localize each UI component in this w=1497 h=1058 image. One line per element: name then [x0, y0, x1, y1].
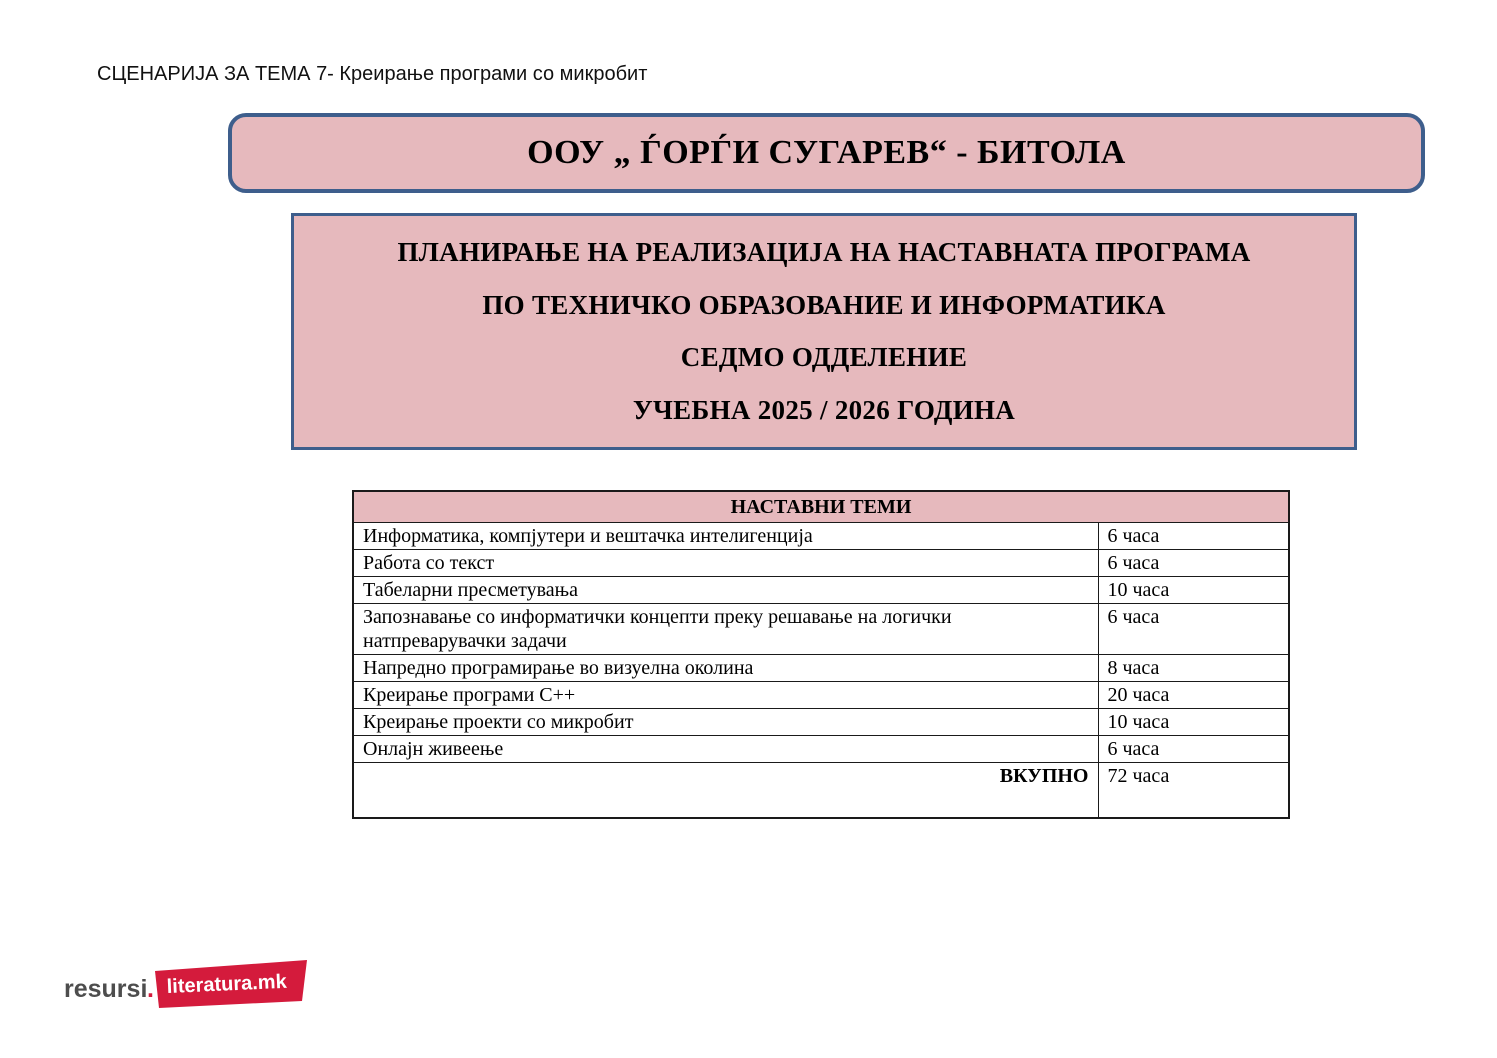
table-row: [353, 523, 1289, 550]
hours-cell: 10 часа: [1098, 709, 1289, 736]
table-row: [353, 709, 1289, 736]
table-row: [353, 655, 1289, 682]
hours-cell: 8 часа: [1098, 655, 1289, 682]
table-header-cell: НАСТАВНИ ТЕМИ: [353, 491, 1289, 523]
topics-table-container: [352, 490, 1290, 819]
hours-cell: 6 часа: [1098, 736, 1289, 763]
resursi-literatura-logo: [64, 960, 314, 1012]
hours-cell: 6 часа: [1098, 523, 1289, 550]
logo-prefix-text: resursi: [64, 975, 148, 1003]
table-row: [353, 577, 1289, 604]
topic-cell: Запознавање со информатички концепти преку решавање на логички натпреварувачки задачи: [353, 604, 1098, 655]
topics-table: [352, 490, 1290, 819]
school-title: ООУ „ ЃОРЃИ СУГАРЕВ“ - БИТОЛА: [527, 134, 1126, 171]
resursi-literatura-logo-graphic: [64, 960, 314, 1012]
hours-cell: 20 часа: [1098, 682, 1289, 709]
topic-cell: Работа со текст: [353, 550, 1098, 577]
topic-cell: Креирање проекти со микробит: [353, 709, 1098, 736]
total-hours-cell: 72 часа: [1098, 763, 1289, 819]
program-info-line-1: ПЛАНИРАЊЕ НА РЕАЛИЗАЦИЈА НА НАСТАВНАТА ПРОГРАМА: [397, 237, 1251, 268]
hours-cell: 10 часа: [1098, 577, 1289, 604]
table-total-row: [353, 763, 1289, 819]
table-row: [353, 736, 1289, 763]
hours-cell: 6 часа: [1098, 604, 1289, 655]
program-info-line-3: СЕДМО ОДДЕЛЕНИЕ: [680, 342, 968, 373]
school-title-box: [228, 113, 1425, 193]
topic-cell: Информатика, компјутери и вештачка интелигенција: [353, 523, 1098, 550]
total-label-cell: ВКУПНО: [353, 763, 1098, 819]
topic-cell: Креирање програми C++: [353, 682, 1098, 709]
program-info-line-2: ПО ТЕХНИЧКО ОБРАЗОВАНИЕ И ИНФОРМАТИКА: [482, 289, 1166, 320]
table-row: [353, 604, 1289, 655]
table-header-row: [353, 491, 1289, 523]
topic-cell: Табеларни пресметувања: [353, 577, 1098, 604]
logo-dot: .: [147, 975, 154, 1003]
hours-cell: 6 часа: [1098, 550, 1289, 577]
topic-cell: Напредно програмирање во визуелна околина: [353, 655, 1098, 682]
topic-cell: Онлајн живеење: [353, 736, 1098, 763]
program-info-box: [291, 213, 1357, 450]
logo-suffix-text: literatura.mk: [166, 970, 288, 998]
program-info-line-4: УЧЕБНА 2025 / 2026 ГОДИНА: [632, 394, 1016, 425]
table-row: [353, 682, 1289, 709]
document-header-line: СЦЕНАРИЈА ЗА ТЕМА 7- Креирање програми со микробит: [97, 63, 648, 85]
table-row: [353, 550, 1289, 577]
